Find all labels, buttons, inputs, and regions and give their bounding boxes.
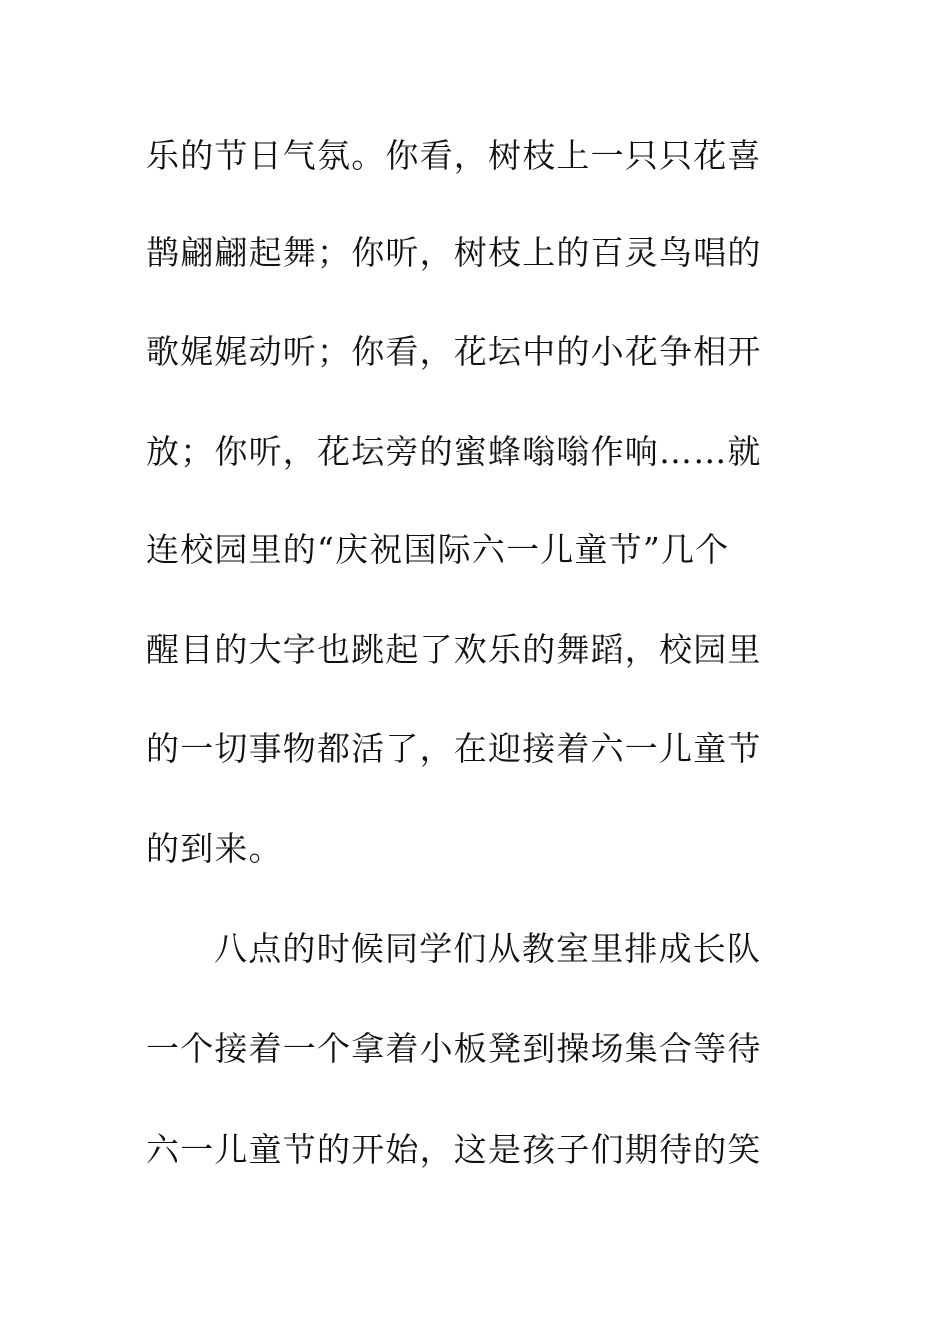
text-line-9: 八点的时候同学们从教室里排成长队 xyxy=(214,929,762,968)
text-line-11: 六一儿童节的开始，这是孩子们期待的笑 xyxy=(146,1130,762,1169)
text-line-5: 连校园里的“庆祝国际六一儿童节”几个 xyxy=(146,530,730,569)
text-line-3: 歌娓娓动听；你看，花坛中的小花争相开 xyxy=(146,332,762,371)
text-line-1: 乐的节日气氛。你看，树枝上一只只花喜 xyxy=(146,136,762,175)
text-line-8: 的到来。 xyxy=(146,829,283,868)
text-line-2: 鹊翩翩起舞；你听，树枝上的百灵鸟唱的 xyxy=(146,233,762,272)
text-line-4: 放；你听，花坛旁的蜜蜂嗡嗡作响……就 xyxy=(146,432,762,471)
text-line-7: 的一切事物都活了，在迎接着六一儿童节 xyxy=(146,729,762,768)
text-line-6: 醒目的大字也跳起了欢乐的舞蹈，校园里 xyxy=(146,630,762,669)
text-line-10: 一个接着一个拿着小板凳到操场集合等待 xyxy=(146,1029,762,1068)
